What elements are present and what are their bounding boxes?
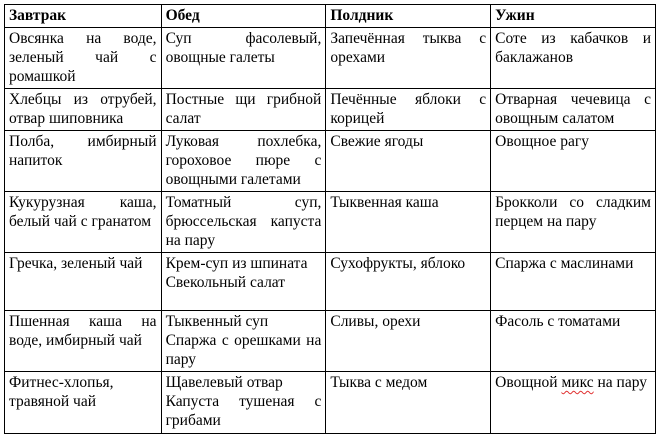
cell-snack: Сухофрукты, яблоко [326,253,491,311]
cell-lunch [161,253,326,311]
table-row [5,131,656,192]
table-row [5,372,656,434]
cell-dinner: Брокколи со сладким перцем на пару [491,192,656,253]
cell-breakfast: Овсянка на воде, зеленый чай с ромашкой [5,28,162,89]
dinner-word: Овощной [495,374,558,391]
cell-breakfast: Фитнес-хлопья, травяной чай [5,372,162,434]
cell-breakfast: Кукурузная каша, белый чай с гранатом [5,192,162,253]
meal-plan-table [4,4,656,434]
header-breakfast: Завтрак [5,5,162,28]
cell-lunch: Суп фасолевый, овощные галеты [161,28,326,89]
cell-lunch [161,372,326,434]
cell-breakfast: Хлебцы из отрубей, отвар шиповника [5,89,162,131]
lunch-dish: Капуста тушеная с грибами [165,393,322,429]
cell-lunch: Постные щи грибной салат [161,89,326,131]
spellcheck-flagged-word: микс [561,374,594,391]
cell-dinner [491,372,656,434]
cell-snack: Тыква с медом [326,372,491,434]
cell-breakfast: Гречка, зеленый чай [5,253,162,311]
cell-snack: Сливы, орехи [326,311,491,372]
lunch-dish: Щавелевый отвар [165,374,283,391]
header-snack: Полдник [326,5,491,28]
header-dinner: Ужин [491,5,656,28]
table-row [5,89,656,131]
lunch-dish: Крем-суп из шпината [165,255,308,272]
header-lunch: Обед [161,5,326,28]
dinner-word: на пару [597,374,648,391]
lunch-dish: Тыквенный суп [165,313,269,330]
cell-lunch: Томатный суп, брюссельская капуста на пару [161,192,326,253]
table-row [5,311,656,372]
lunch-dish: Свекольный салат [165,274,286,291]
cell-lunch [161,311,326,372]
cell-snack: Свежие ягоды [326,131,491,192]
cell-snack: Тыквенная каша [326,192,491,253]
table-row [5,28,656,89]
cell-dinner: Отварная чечевица с овощным салатом [491,89,656,131]
header-row [5,5,656,28]
table-row [5,192,656,253]
lunch-dish: Спаржа с орешками на пару [165,332,322,368]
table-row [5,253,656,311]
cell-dinner: Соте из кабачков и баклажанов [491,28,656,89]
cell-dinner: Овощное рагу [491,131,656,192]
cell-breakfast: Пшенная каша на воде, имбирный чай [5,311,162,372]
cell-dinner: Фасоль с томатами [491,311,656,372]
cell-breakfast: Полба, имбирный напиток [5,131,162,192]
cell-snack: Печённые яблоки с корицей [326,89,491,131]
cell-dinner: Спаржа с маслинами [491,253,656,311]
cell-lunch: Луковая похлебка, гороховое пюре с овощными галетами [161,131,326,192]
cell-snack: Запечённая тыква с орехами [326,28,491,89]
